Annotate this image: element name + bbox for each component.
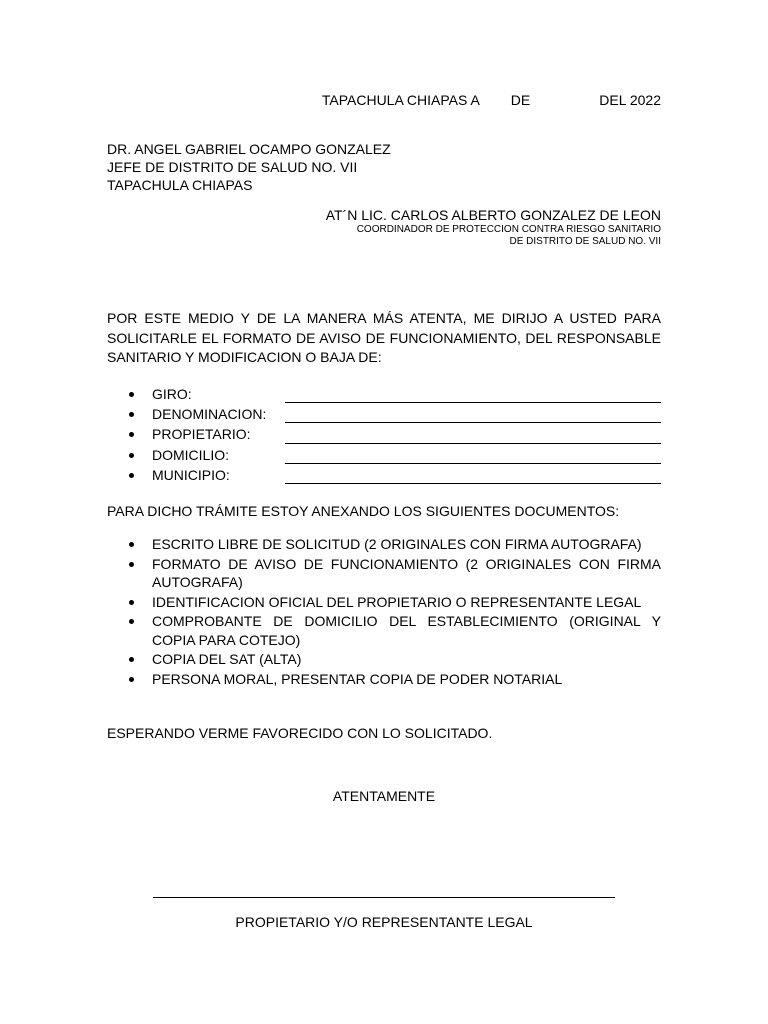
closing-line: ESPERANDO VERME FAVORECIDO CON LO SOLICITADO. bbox=[107, 725, 493, 741]
blank-line bbox=[285, 404, 661, 423]
field-label: PROPIETARIO: bbox=[152, 426, 251, 443]
intro-paragraph: POR ESTE MEDIO Y DE LA MANERA MÁS ATENTA, ME DIRIJO A USTED PARA SOLICITARLE EL FORMATO DE AVISO DE FUNCIONAMIENTO, DEL RESPONSABLE SANITARIO Y MODIFICACION O BAJA DE: bbox=[107, 310, 661, 365]
field-label: GIRO: bbox=[152, 386, 192, 402]
date-year: DEL 2022 bbox=[599, 92, 661, 108]
field-label: MUNICIPIO: bbox=[152, 466, 230, 483]
request-fields-list bbox=[127, 384, 661, 485]
field-giro bbox=[127, 384, 661, 404]
regards: ATENTAMENTE bbox=[332, 788, 436, 804]
blank-line bbox=[285, 384, 661, 403]
attention-role-2: DE DISTRITO DE SALUD NO. VII bbox=[509, 236, 661, 247]
document-item: IDENTIFICACION OFICIAL DEL PROPIETARIO O REPRESENTANTE LEGAL bbox=[127, 593, 661, 612]
signature-line bbox=[153, 897, 615, 898]
recipient-city: TAPACHULA CHIAPAS bbox=[107, 177, 253, 193]
document-item: COPIA DEL SAT (ALTA) bbox=[127, 650, 661, 669]
blank-line bbox=[285, 445, 661, 464]
attention-block bbox=[326, 206, 661, 248]
field-label: DENOMINACION: bbox=[152, 406, 267, 423]
recipient-title: JEFE DE DISTRITO DE SALUD NO. VII bbox=[107, 159, 358, 175]
signature-label: PROPIETARIO Y/O REPRESENTANTE LEGAL bbox=[235, 914, 533, 930]
recipient-name: DR. ANGEL GABRIEL OCAMPO GONZALEZ bbox=[107, 141, 391, 157]
document-item: FORMATO DE AVISO DE FUNCIONAMIENTO (2 ORIGINALES CON FIRMA AUTOGRAFA) bbox=[127, 555, 661, 592]
attention-role-1: COORDINADOR DE PROTECCION CONTRA RIESGO SANITARIO bbox=[356, 224, 661, 235]
blank-line bbox=[285, 465, 661, 484]
date-line bbox=[322, 91, 661, 109]
date-place: TAPACHULA CHIAPAS A bbox=[321, 92, 480, 108]
date-de: DE bbox=[510, 92, 531, 108]
field-label: DOMICILIO: bbox=[152, 446, 230, 463]
document-item: ESCRITO LIBRE DE SOLICITUD (2 ORIGINALES CON FIRMA AUTOGRAFA) bbox=[127, 535, 661, 554]
field-denominacion bbox=[127, 404, 661, 424]
document-item: PERSONA MORAL, PRESENTAR COPIA DE PODER NOTARIAL bbox=[127, 670, 661, 689]
documents-list bbox=[127, 535, 661, 689]
field-municipio bbox=[127, 465, 661, 485]
field-propietario bbox=[127, 424, 661, 444]
field-domicilio bbox=[127, 445, 661, 465]
recipient-block bbox=[107, 140, 391, 194]
document-item: COMPROBANTE DE DOMICILIO DEL ESTABLECIMIENTO (ORIGINAL Y COPIA PARA COTEJO) bbox=[127, 612, 661, 649]
documents-intro: PARA DICHO TRÁMITE ESTOY ANEXANDO LOS SIGUIENTES DOCUMENTOS: bbox=[107, 503, 620, 519]
blank-line bbox=[285, 424, 661, 443]
attention-name: AT´N LIC. CARLOS ALBERTO GONZALEZ DE LEON bbox=[325, 207, 661, 223]
